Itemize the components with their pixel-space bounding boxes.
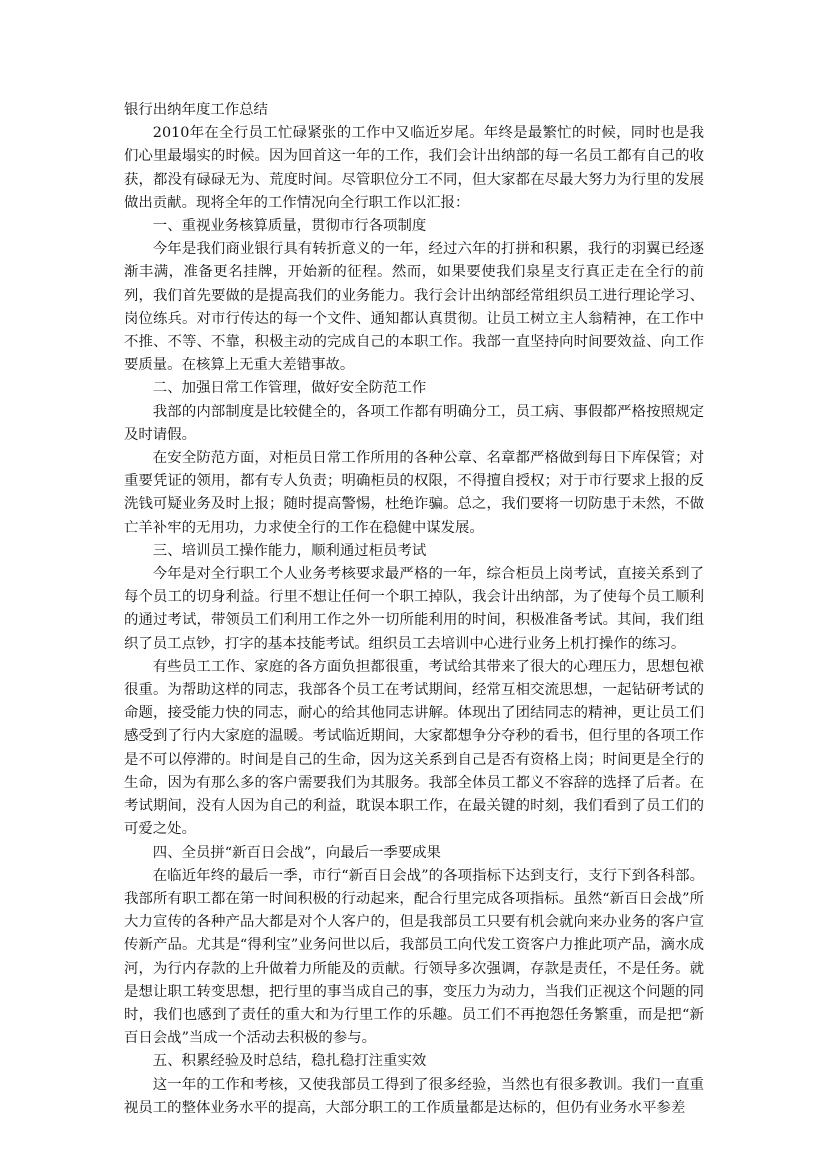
section-heading: 四、全员拼“新百日会战”，向最后一季要成果 <box>152 844 441 861</box>
paragraph: 今年是我们商业银行具有转折意义的一年，经过六年的打拼和积累，我行的羽翼已经逐渐丰满，准备更名挂牌，开始新的征程。然而，如果要使我们泉星支行真正走在全行的前列，我们首先要做的是提高我们的业务能力。我行会计出纳部经常组织员工进行理论学习、岗位练兵。对市行传达的每一个文件、通知都认真贯彻。让员工树立主人翁精神，在工作中不推、不等、不靠，积极主动的完成自己的本职工作。我部一直坚持向时间要效益、向工作要质量。在核算上无重大差错事故。 <box>124 241 704 374</box>
paragraph: 在安全防范方面，对柜员日常工作所用的各种公章、名章都严格做到每日下库保管；对重要凭证的领用，都有专人负责；明确柜员的权限，不得擅自授权；对于市行要求上报的反洗钱可疑业务及时上报；随时提高警惕，杜绝诈骗。总之，我们要将一切防患于未然，不做亡羊补牢的无用功，力求使全行的工作在稳健中谋发展。 <box>124 450 704 536</box>
paragraph: 这一年的工作和考核，又使我部员工得到了很多经验，当然也有很多教训。我们一直重视员工的整体业务水平的提高，大部分职工的工作质量都是达标的，但仍有业务水平参差 <box>124 1076 704 1116</box>
section-heading: 五、积累经验及时总结，稳扎稳打注重实效 <box>152 1053 427 1070</box>
document-body <box>124 122 704 1120</box>
section-heading: 三、培训员工操作能力，顺利通过柜员考试 <box>152 542 427 559</box>
document-title: 银行出纳年度工作总结 <box>124 102 268 118</box>
section-heading: 二、加强日常工作管理，做好安全防范工作 <box>152 380 427 397</box>
paragraph: 今年是对全行职工个人业务考核要求最严格的一年，综合柜员上岗考试，直接关系到了每个员工的切身利益。行里不想让任何一个职工掉队，我会计出纳部，为了使每个员工顺利的通过考试，带领员工们利用工作之外一切所能利用的时间，积极准备考试。其间，我们组织了员工点钞，打字的基本技能考试。组织员工去培训中心进行业务上机打操作的练习。 <box>124 566 704 652</box>
section-heading: 一、重视业务核算质量，贯彻市行各项制度 <box>152 218 427 235</box>
paragraph: 有些员工工作、家庭的各方面负担都很重，考试给其带来了很大的心理压力，思想包袱很重。为帮助这样的同志，我部各个员工在考试期间，经常互相交流思想，一起钻研考试的命题，接受能力快的同志，耐心的给其他同志讲解。体现出了团结同志的精神，更让员工们感受到了行内大家庭的温暖。考试临近期间，大家都想争分夺秒的看书，但行里的各项工作是不可以停滞的。时间是自己的生命，因为这关系到自己是否有资格上岗；时间更是全行的生命，因为有那么多的客户需要我们为其服务。我部全体员工都义不容辞的选择了后者。在考试期间，没有人因为自己的利益，耽误本职工作，在最关键的时刻，我们看到了员工们的可爱之处。 <box>124 658 704 838</box>
paragraph: 在临近年终的最后一季，市行“新百日会战”的各项指标下达到支行，支行下到各科部。我部所有职工都在第一时间积极的行动起来，配合行里完成各项指标。虽然“新百日会战”所大力宣传的各种产品大都是对个人客户的，但是我部员工只要有机会就向来办业务的客户宣传新产品。尤其是“得利宝”业务问世以后，我部员工向代发工资客户力推此项产品，滴水成河，为行内存款的上升做着力所能及的贡献。行领导多次强调，存款是责任，不是任务。就是想让职工转变思想，把行里的事当成自己的事，变压力为动力，当我们正视这个问题的同时，我们也感到了责任的重大和为行里工作的乐趣。员工们不再抱怨任务繁重，而是把“新百日会战”当成一个活动去积极的参与。 <box>124 867 704 1047</box>
document-page <box>124 99 704 1120</box>
paragraph: 我部的内部制度是比较健全的，各项工作都有明确分工，员工病、事假都严格按照规定及时请假。 <box>124 403 704 443</box>
paragraph: 2010年在全行员工忙碌紧张的工作中又临近岁尾。年终是最繁忙的时候，同时也是我们心里最塌实的时候。因为回首这一年的工作，我们会计出纳部的每一名员工都有自己的收获，都没有碌碌无为、荒度时间。尽管职位分工不同，但大家都在尽最大努力为行里的发展做出贡献。现将全年的工作情况向全行职工作以汇报： <box>124 125 704 211</box>
